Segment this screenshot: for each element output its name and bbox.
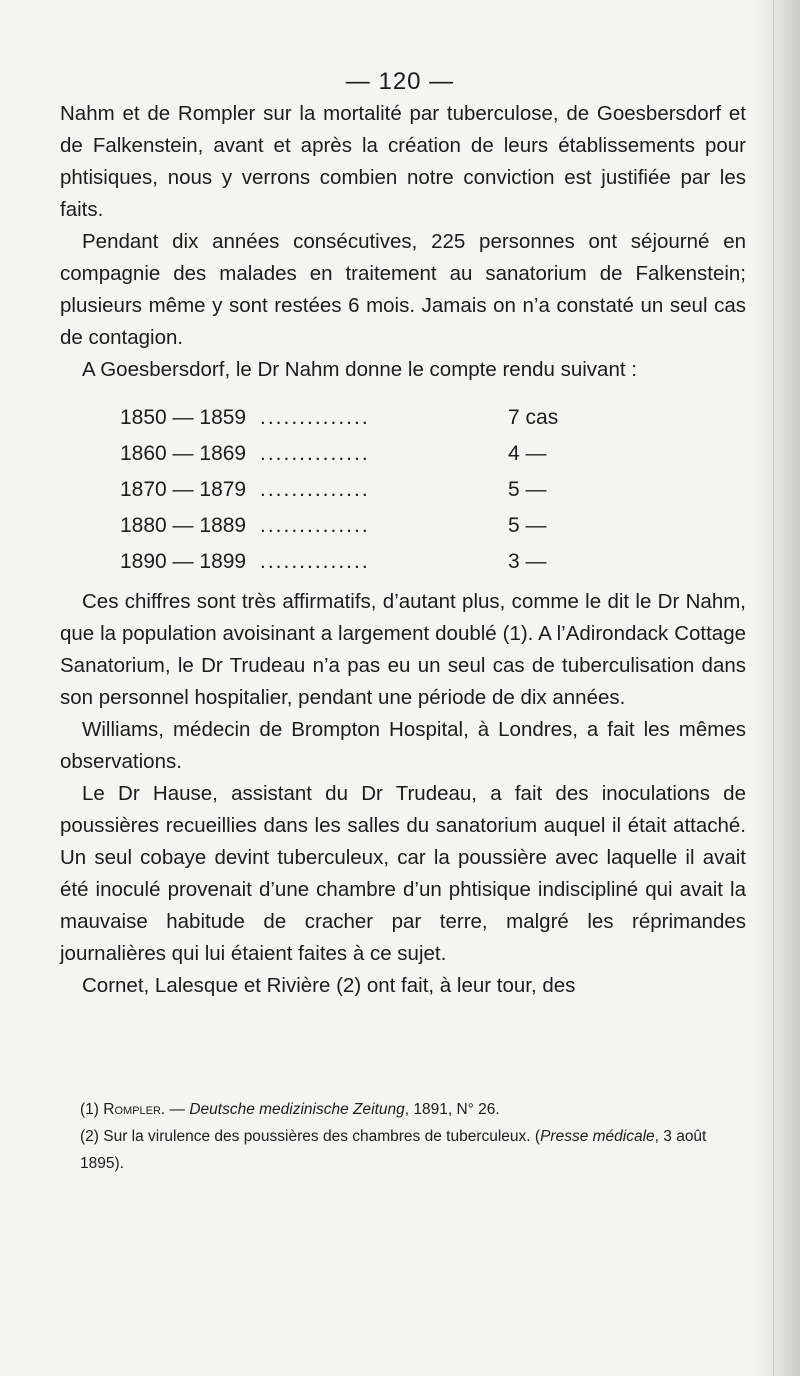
table-row: [120, 472, 620, 508]
table-row: [120, 400, 620, 436]
table-leader-dots: ..............: [260, 442, 370, 465]
table-count: 5 —: [508, 514, 547, 537]
table-leader-dots: ..............: [260, 406, 370, 429]
paragraph-3: [60, 354, 746, 386]
table-leader-dots: ..............: [260, 478, 370, 501]
footnotes: [80, 1096, 720, 1177]
footnote-2-number: (2): [80, 1128, 99, 1145]
footnote-1-author: Rompler.: [103, 1101, 166, 1118]
paragraph-3-text: A Goesbersdorf, le Dr Nahm donne le compte rendu suivant :: [82, 358, 637, 381]
table-period: 1870 — 1879: [120, 478, 247, 501]
page-edge-shadow: [754, 0, 800, 1376]
paragraph-1-text: Nahm et de Rompler sur la mortalité par tuberculose, de Goesbersdorf et de Falkenstein, avant et après la création de leurs établissements pour phtisiques, nous y verrons combien notre conviction est justifiée par les faits.: [60, 102, 746, 221]
footnote-2-details: , 3 août 1895).: [80, 1128, 707, 1172]
footnote-1-number: (1): [80, 1101, 99, 1118]
contagion-cases-table: [120, 400, 620, 580]
page-number: — 120 —: [345, 68, 455, 95]
table-count: 5 —: [508, 478, 547, 501]
table-row: [120, 436, 620, 472]
table-row: [120, 544, 620, 580]
table-leader-dots: ..............: [260, 550, 370, 573]
footnote-1-journal: Deutsche medizinische Zeitung: [189, 1101, 405, 1118]
footnote-1-separator: —: [165, 1101, 190, 1118]
paragraph-2: [60, 226, 746, 354]
footnote-1-details: , 1891, N° 26.: [404, 1101, 500, 1118]
footnote-2-text: Sur la virulence des poussières des chambres de tuberculeux. (: [98, 1128, 541, 1145]
table-period: 1850 — 1859: [120, 406, 247, 429]
table-row: [120, 508, 620, 544]
table-leader-dots: ..............: [260, 514, 370, 537]
paragraph-4-text: Ces chiffres sont très affirmatifs, d’autant plus, comme le dit le Dr Nahm, que la population avoisinant a largement doublé (1). A l’Adirondack Cottage Sanatorium, le Dr Trudeau n’a pas eu un seul cas de tuberculisation dans son personnel hospitalier, pendant une période de dix années.: [60, 590, 746, 709]
table-count: 7 cas: [508, 406, 559, 429]
table-count: 3 —: [508, 550, 547, 573]
page-edge-line: [773, 0, 774, 1376]
paragraph-6-text: Le Dr Hause, assistant du Dr Trudeau, a fait des inoculations de poussières recueillies dans les salles du sanatorium auquel il était attaché. Un seul cobaye devint tuberculeux, car la poussière avec laquelle il avait été inoculé provenait d’une chambre d’un phtisique indiscipliné qui avait la mauvaise habitude de cracher par terre, malgré les réprimandes journalières qui lui étaient faites à ce sujet.: [60, 782, 746, 965]
paragraph-5-text: Williams, médecin de Brompton Hospital, à Londres, a fait les mêmes observations.: [60, 718, 746, 773]
paragraph-2-text: Pendant dix années consécutives, 225 personnes ont séjourné en compagnie des malades en traitement au sanatorium de Falkenstein; plusieurs même y sont restées 6 mois. Jamais on n’a constaté un seul cas de contagion.: [60, 230, 746, 349]
footnote-2: [80, 1123, 720, 1177]
paragraph-1: [60, 98, 746, 226]
paragraph-7-text: Cornet, Lalesque et Rivière (2) ont fait, à leur tour, des: [82, 974, 576, 997]
table-period: 1890 — 1899: [120, 550, 247, 573]
paragraph-4: [60, 586, 746, 1002]
footnote-2-journal: Presse médicale: [540, 1128, 655, 1145]
table-count: 4 —: [508, 442, 547, 465]
table-period: 1860 — 1869: [120, 442, 247, 465]
table-period: 1880 — 1889: [120, 514, 247, 537]
footnote-1: [80, 1096, 720, 1123]
